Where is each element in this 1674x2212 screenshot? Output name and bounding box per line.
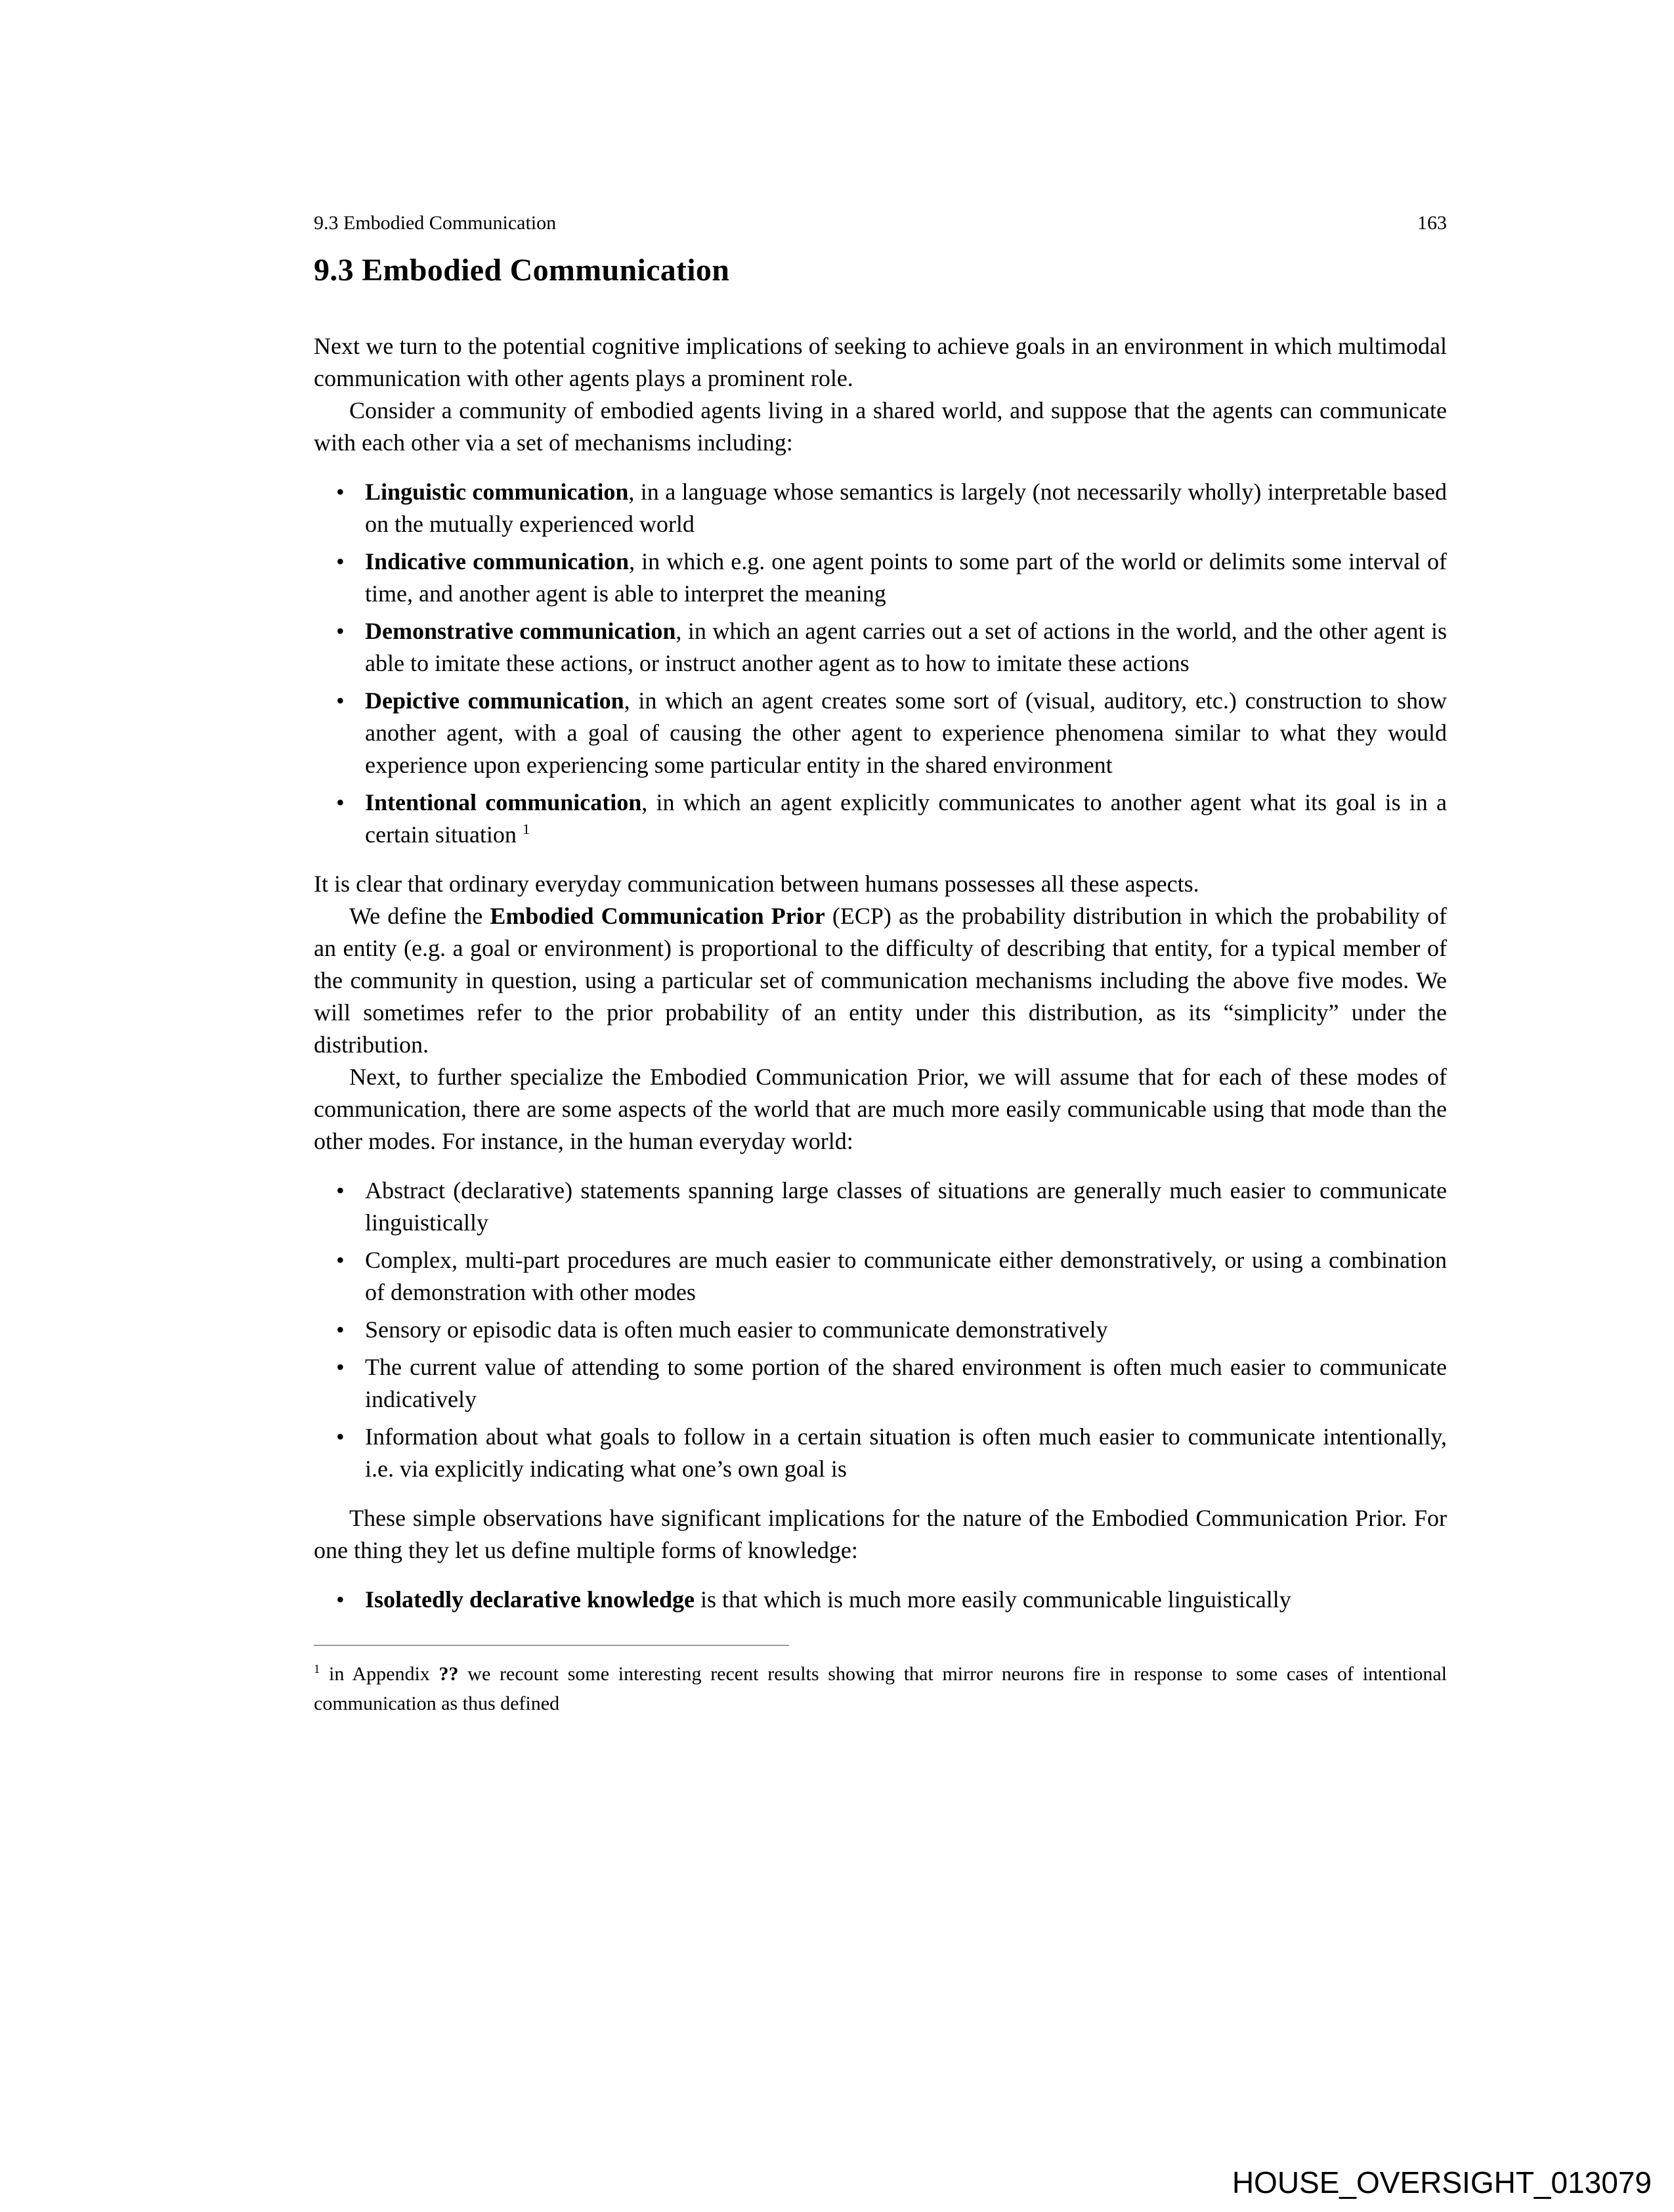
list-item [314,615,1447,680]
page-content [314,211,1447,1718]
text-run-bold: ?? [439,1663,459,1685]
bullet-icon: • [336,618,345,644]
paragraph-observations: These simple observations have significant implications for the nature of the Embodied Communication Prior. For one thing they let us define multiple forms of knowledge: [314,1505,1447,1563]
list-item-term: Demonstrative communication [365,618,676,644]
text-run: we recount some interesting recent results showing that mirror neurons fire in response to some cases of intentional communication as thus defined [314,1663,1447,1714]
bullet-icon: • [336,479,345,505]
list-item-term: Indicative communication [365,548,630,575]
section-title: 9.3 Embodied Communication [314,253,730,288]
list-item [314,1175,1447,1239]
list-item-text: Information about what goals to follow in a certain situation is often much easier to communicate intentionally, i.e. via explicitly indicating what one’s own goal is [365,1423,1447,1482]
paragraph-ecp-definition [314,900,1447,1061]
footnote-rule [314,1645,789,1646]
list-item-term: Isolatedly declarative knowledge [365,1586,695,1613]
list-item-text: , in which e.g. one agent points to some part of the world or delimits some interval of time, and another agent is able to interpret the meaning [365,548,1447,607]
list-item [314,476,1447,540]
bullet-icon: • [336,1423,345,1450]
paragraph-aspects: It is clear that ordinary everyday communication between humans possesses all these aspects. [314,871,1199,897]
watermark-label: HOUSE_OVERSIGHT_013079 [1232,2165,1652,2200]
list-item-text: , in a language whose semantics is largely (not necessarily wholly) interpretable based on the mutually experienced world [365,479,1447,537]
text-run-bold: Embodied Communication Prior [490,903,825,929]
list-item [314,1421,1447,1485]
list-item-text: Complex, multi-part procedures are much easier to communicate either demonstratively, or using a combination of demonstration with other modes [365,1247,1447,1305]
list-item-term: Intentional communication [365,789,642,815]
paragraph-specialize: Next, to further specialize the Embodied Communication Prior, we will assume that for each of these modes of communication, there are some aspects of the world that are much more easily communicable using that mode than the other modes. For instance, in the human everyday world: [314,1064,1447,1154]
list-item [314,1244,1447,1309]
bullet-icon: • [336,789,345,815]
running-header-section: 9.3 Embodied Communication [314,212,557,234]
list-mode-examples [314,1175,1447,1485]
footnote [314,1659,1447,1718]
list-item-text: , in which an agent creates some sort of (visual, auditory, etc.) construction to show another agent, with a goal of causing the other agent to experience phenomena similar to what they would experience upon experiencing some particular entity in the shared environment [365,687,1448,778]
list-item [314,1351,1447,1416]
text-run: in Appendix [320,1663,439,1685]
list-item-text: The current value of attending to some portion of the shared environment is often much easier to communicate indicatively [365,1354,1447,1412]
paragraph-community: Consider a community of embodied agents living in a shared world, and suppose that the agents can communicate with each other via a set of mechanisms including: [314,397,1447,456]
list-item-text: Sensory or episodic data is often much easier to communicate demonstratively [365,1316,1108,1343]
list-item [314,685,1447,781]
list-item [314,787,1447,851]
list-knowledge-forms [314,1584,1447,1616]
list-item [314,1314,1447,1346]
list-item [314,546,1447,610]
list-item-text: , in which an agent carries out a set of actions in the world, and the other agent is able to imitate these actions, or instruct another agent as to how to imitate these actions [365,618,1448,676]
list-item-term: Linguistic communication [365,479,629,505]
footnote-area [314,1645,1447,1718]
footnote-marker: 1 [314,1662,320,1676]
footnote-ref: 1 [522,821,530,837]
text-run: We define the [349,903,490,929]
list-item-text: Abstract (declarative) statements spanning large classes of situations are generally much easier to communicate linguistically [365,1177,1447,1236]
list-communication-mechanisms [314,476,1447,851]
bullet-icon: • [336,1586,345,1613]
list-item-term: Depictive communication [365,687,624,714]
paragraph-intro: Next we turn to the potential cognitive implications of seeking to achieve goals in an environment in which multimodal communication with other agents plays a prominent role. [314,333,1447,391]
bullet-icon: • [336,1316,345,1343]
bullet-icon: • [336,1177,345,1204]
list-item-text: , in which an agent explicitly communicates to another agent what its goal is in a certain situation [365,789,1447,848]
bullet-icon: • [336,1247,345,1273]
page-number: 163 [1417,212,1447,234]
list-item-text: is that which is much more easily communicable linguistically [694,1586,1291,1613]
bullet-icon: • [336,687,345,714]
list-item [314,1584,1447,1616]
text-run: (ECP) as the probability distribution in which the probability of an entity (e.g. a goal or environment) is proportional to the difficulty of describing that entity, for a typical member of the community in question, using a particular set of communication mechanisms including the above five modes. We will sometimes refer to the prior probability of an entity under this distribution, as its “simplicity” under the distribution. [314,903,1447,1058]
running-header [314,211,1447,235]
bullet-icon: • [336,1354,345,1380]
bullet-icon: • [336,548,345,575]
